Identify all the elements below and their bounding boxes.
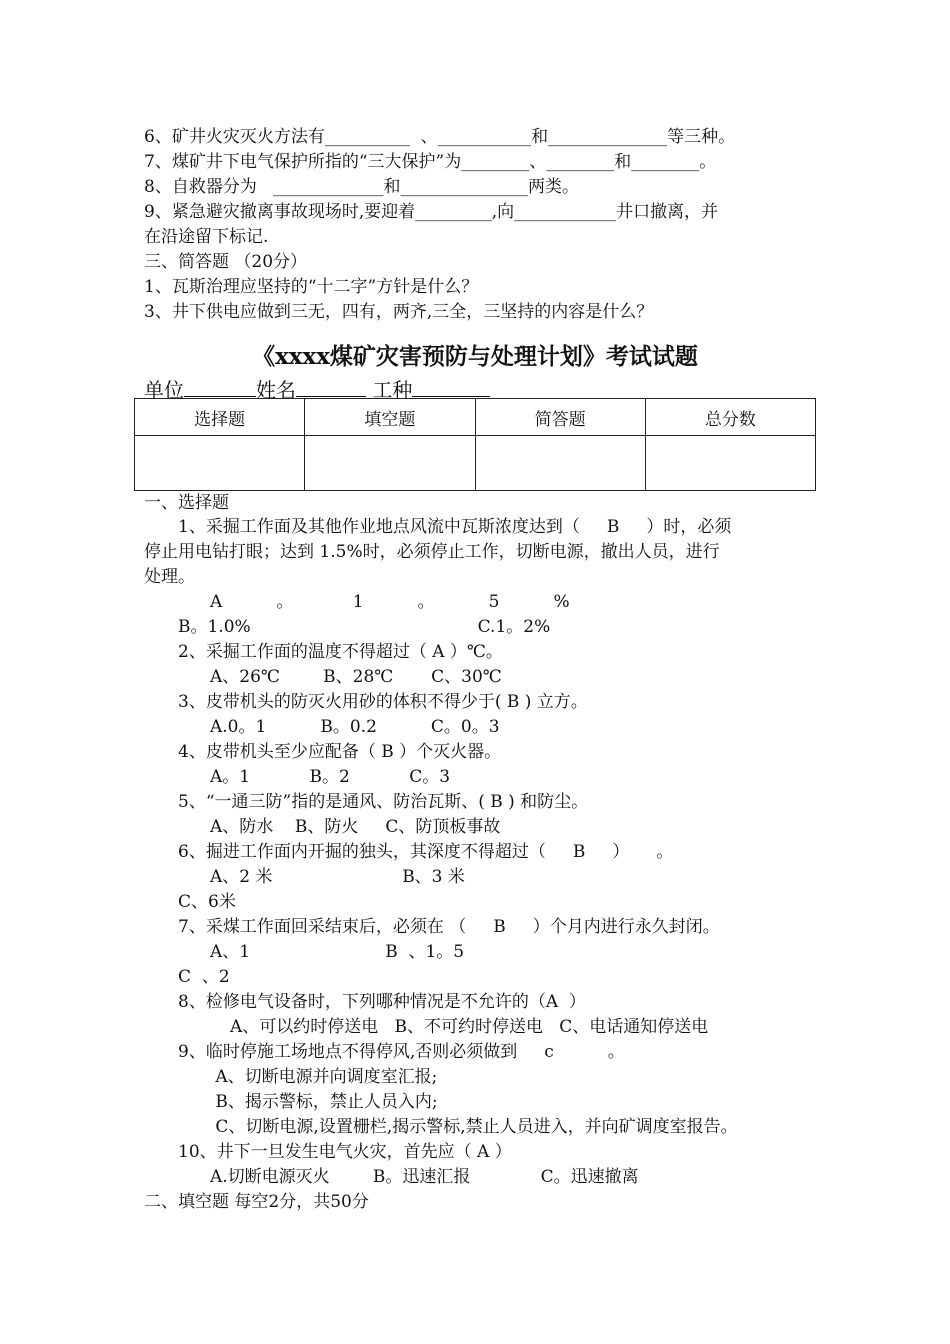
fill-q7: 7、煤矿井下电气保护所指的“三大保护”为________、________和________。 [144, 152, 717, 172]
name-label: 姓名 [256, 378, 296, 402]
question-line: 9、临时停施工场地点不得停风,否则必须做到 c 。 [178, 1042, 625, 1062]
question-line: B。1.0% C.1。2% [178, 617, 551, 637]
section1-heading: 一、选择题 [144, 493, 229, 513]
question-line: 停止用电钻打眼；达到 1.5%时，必须停止工作，切断电源，撤出人员，进行 [144, 542, 720, 562]
question-line: A、1 B 、1。5 [210, 942, 465, 962]
question-line: A.切断电源灭火 B。迅速汇报 C。迅速撤离 [210, 1167, 639, 1187]
question-line: A 。 1 。 5 % [210, 592, 570, 612]
question-line: 6、掘进工作面内开掘的独头，其深度不得超过（ B ） 。 [178, 842, 674, 862]
fill-q9-line2: 在沿途留下标记. [144, 227, 269, 247]
fill-q8: 8、自救器分为 _____________和_______________两类。 [144, 177, 580, 197]
score-table [134, 398, 816, 491]
fill-q9-line1: 9、紧急避灾撤离事故现场时,要迎着_________,向____________井口撤离，并 [144, 202, 719, 222]
unit-blank[interactable] [184, 378, 256, 397]
header-choice: 选择题 [135, 399, 305, 436]
question-line: 2、采掘工作面的温度不得超过（ A ）℃。 [178, 642, 503, 662]
fill-q6: 6、矿井火灾灭火方法有__________ 、___________和______________等三种。 [144, 127, 736, 147]
question-line: C、切断电源,设置栅栏,揭示警标,禁止人员进入，并向矿调度室报告。 [210, 1117, 738, 1137]
question-line: 8、检修电气设备时，下列哪种情况是不允许的（A ） [178, 992, 586, 1012]
question-line: 5、“一通三防”指的是通风、防治瓦斯、( B ) 和防尘。 [178, 792, 589, 812]
name-blank[interactable] [296, 378, 366, 397]
question-line: A、26℃ B、28℃ C、30℃ [210, 667, 502, 687]
header-fill: 填空题 [305, 399, 475, 436]
question-line: B、揭示警标，禁止人员入内; [210, 1092, 438, 1112]
question-line: A、可以约时停送电 B、不可约时停送电 C、电话通知停送电 [230, 1017, 709, 1037]
question-line: A、防水 B、防火 C、防顶板事故 [210, 817, 501, 837]
question-line: 1、采掘工作面及其他作业地点风流中瓦斯浓度达到（ B ）时，必须 [178, 517, 732, 537]
question-line: 处理。 [144, 567, 195, 587]
question-line: 10、井下一旦发生电气火灾，首先应（ A ） [178, 1142, 512, 1162]
score-cell-total[interactable] [645, 436, 815, 491]
question-line: 7、采煤工作面回采结束后，必须在 （ B ）个月内进行永久封闭。 [178, 917, 720, 937]
short-answer-3: 3、井下供电应做到三无，四有，两齐,三全，三坚持的内容是什么？ [144, 302, 654, 322]
question-line: A、2 米 B、3 米 [210, 867, 465, 887]
short-answer-1: 1、瓦斯治理应坚持的“十二字”方针是什么？ [144, 277, 479, 297]
question-line: C 、2 [178, 967, 230, 987]
header-total: 总分数 [645, 399, 815, 436]
job-label: 工种 [372, 378, 413, 402]
job-blank[interactable] [412, 378, 490, 397]
question-line: C、6米 [178, 892, 236, 912]
section3-heading: 三、简答题 （20分） [144, 252, 308, 272]
question-line: A.0。1 B。0.2 C。0。3 [210, 717, 500, 737]
unit-label: 单位 [144, 378, 184, 402]
question-line: 4、皮带机头至少应配备（ B ）个灭火器。 [178, 742, 502, 762]
score-cell-choice[interactable] [135, 436, 305, 491]
question-line: A、切断电源并向调度室汇报; [210, 1067, 438, 1087]
exam-title: 《xxxx煤矿灾害预防与处理计划》考试试题 [252, 343, 698, 370]
section2-heading: 二、填空题 每空2分，共50分 [144, 1192, 369, 1212]
question-line: 3、皮带机头的防灭火用砂的体积不得少于( B ) 立方。 [178, 692, 588, 712]
score-cell-short[interactable] [475, 436, 645, 491]
score-cell-fill[interactable] [305, 436, 475, 491]
question-line: A。1 B。2 C。3 [210, 767, 451, 787]
header-short: 简答题 [475, 399, 645, 436]
